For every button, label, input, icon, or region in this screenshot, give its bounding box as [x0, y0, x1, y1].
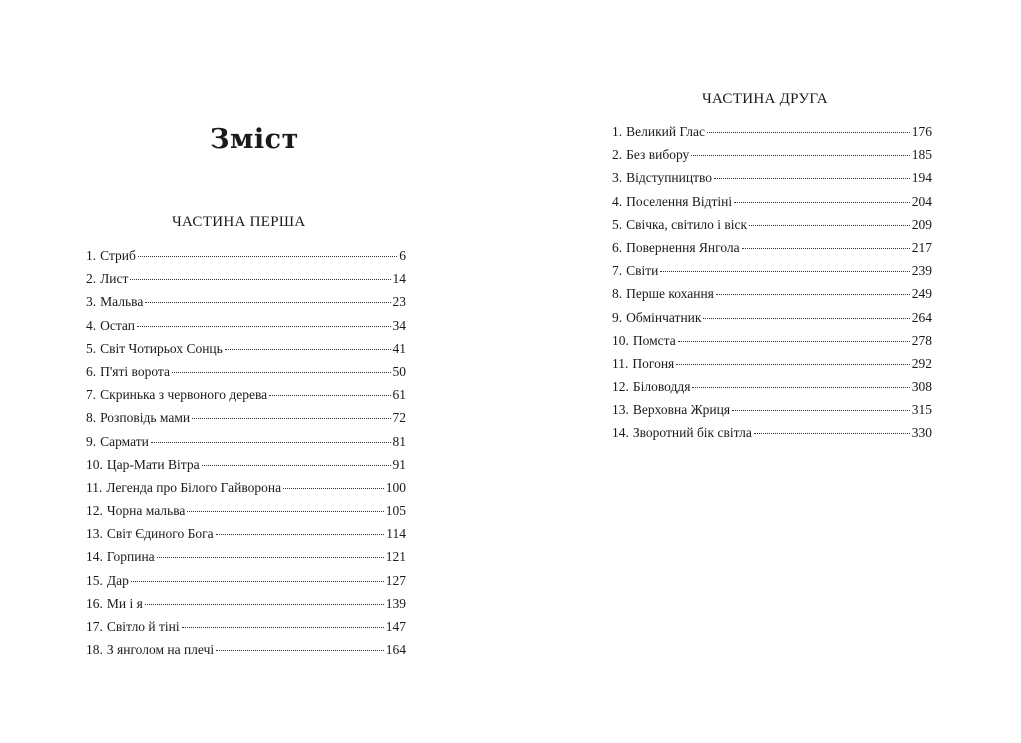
toc-entry-page-number: 330	[911, 425, 932, 441]
toc-entry-number: 1.	[86, 248, 97, 263]
toc-entry-number: 1.	[612, 124, 623, 139]
toc-entry	[86, 522, 406, 545]
dot-leader	[716, 294, 910, 295]
toc-entry-title: Перше кохання	[626, 286, 714, 302]
toc-entry	[86, 569, 406, 592]
dot-leader	[137, 326, 391, 327]
toc-entry-number: 17.	[86, 619, 103, 634]
toc-entry-page-number: 105	[385, 503, 406, 519]
toc-entry	[612, 236, 932, 259]
dot-leader	[202, 465, 391, 466]
toc-entry	[86, 545, 406, 568]
toc-entry-number: 10.	[86, 456, 103, 472]
dot-leader	[216, 534, 385, 535]
toc-entry	[86, 360, 406, 383]
dot-leader	[691, 155, 909, 156]
toc-entry-page-number: 239	[911, 263, 932, 279]
toc-entry	[86, 615, 406, 638]
toc-entry	[612, 398, 932, 421]
dot-leader	[182, 627, 384, 628]
dot-leader	[225, 349, 391, 350]
dot-leader	[678, 341, 910, 342]
toc-entry-number: 6.	[86, 363, 97, 379]
toc-entry	[86, 290, 406, 313]
dot-leader	[714, 178, 910, 179]
dot-leader	[742, 248, 910, 249]
toc-entry	[612, 421, 932, 444]
toc-entry-number: 14.	[612, 425, 629, 441]
dot-leader	[172, 372, 391, 373]
toc-entry-title: З янголом на плечі	[106, 642, 215, 658]
toc-entry-number: 15.	[86, 572, 103, 588]
toc-entry	[612, 120, 932, 143]
toc-entry-number: 7.	[612, 263, 623, 279]
toc-entry	[86, 592, 406, 615]
toc-entry-number: 5.	[86, 340, 97, 356]
toc-entry	[86, 430, 406, 453]
toc-entry-title: Цар-Мати Вітра	[106, 456, 200, 472]
toc-entry	[612, 375, 932, 398]
toc-entry-number: 3.	[86, 294, 97, 310]
toc-part-one	[86, 244, 406, 661]
toc-entry-page-number: 91	[392, 456, 406, 472]
toc-entry-page-number: 6	[399, 248, 406, 263]
dot-leader	[216, 650, 384, 651]
toc-entry-page-number: 100	[385, 479, 406, 495]
toc-entry-number: 8.	[86, 410, 97, 426]
toc-entry	[86, 453, 406, 476]
toc-entry-title: Світ Чотирьох Сонць	[100, 340, 223, 356]
toc-entry-title: Обмінчатник	[626, 309, 702, 325]
toc-entry-page-number: 139	[385, 595, 406, 611]
toc-entry-title: П'яті ворота	[100, 363, 170, 379]
toc-entry-number: 9.	[86, 433, 97, 449]
toc-entry-page-number: 209	[911, 216, 932, 232]
dot-leader	[692, 387, 909, 388]
toc-entry	[612, 213, 932, 236]
toc-entry	[612, 259, 932, 282]
toc-entry	[86, 476, 406, 499]
toc-entry-page-number: 114	[386, 526, 406, 542]
toc-entry-number: 13.	[86, 526, 103, 542]
toc-entry-page-number: 121	[385, 549, 406, 565]
dot-leader	[157, 557, 384, 558]
toc-entry-number: 11.	[86, 479, 103, 495]
dot-leader	[192, 418, 390, 419]
dot-leader	[749, 225, 910, 226]
toc-entry-page-number: 264	[911, 309, 932, 325]
toc-entry-page-number: 249	[911, 286, 932, 302]
toc-entry	[612, 143, 932, 166]
toc-entry-number: 13.	[612, 402, 629, 418]
dot-leader	[734, 202, 910, 203]
toc-entry	[612, 166, 932, 189]
toc-entry-number: 12.	[612, 379, 629, 395]
toc-entry-title: Сармати	[100, 433, 149, 449]
toc-entry-title: Легенда про Білого Гайворона	[106, 479, 282, 495]
dot-leader	[732, 410, 910, 411]
toc-entry-number: 2.	[86, 271, 97, 287]
part-one-heading: ЧАСТИНА ПЕРША	[172, 214, 306, 230]
dot-leader	[676, 364, 909, 365]
toc-entry-number: 4.	[86, 317, 97, 333]
toc-entry	[612, 190, 932, 213]
dot-leader	[131, 581, 384, 582]
toc-entry-title: Мальва	[100, 294, 144, 310]
toc-entry-number: 8.	[612, 286, 623, 302]
dot-leader	[283, 488, 384, 489]
toc-entry-title: Горпина	[106, 549, 155, 565]
page-title: Зміст	[210, 124, 299, 155]
toc-entry-title: Зворотний бік світла	[632, 425, 752, 441]
toc-entry-number: 16.	[86, 595, 103, 611]
toc-entry-page-number: 185	[911, 147, 932, 163]
toc-entry-title: Дар	[106, 572, 129, 588]
toc-entry-title: Верховна Жриця	[632, 402, 731, 418]
toc-entry-page-number: 292	[911, 355, 932, 371]
toc-entry-page-number: 72	[392, 410, 406, 426]
toc-entry	[86, 244, 406, 267]
dot-leader	[754, 433, 910, 434]
dot-leader	[269, 395, 390, 396]
toc-entry-page-number: 34	[392, 317, 406, 333]
toc-entry-number: 14.	[86, 549, 103, 565]
toc-entry-page-number: 194	[911, 170, 932, 186]
toc-entry-title: Великий Глас	[626, 124, 705, 139]
toc-entry-number: 12.	[86, 503, 103, 519]
toc-entry	[86, 638, 406, 661]
toc-entry-title: Поселення Відтіні	[626, 193, 733, 209]
toc-entry-number: 18.	[86, 642, 103, 658]
toc-entry-number: 7.	[86, 387, 97, 403]
dot-leader	[707, 132, 910, 133]
toc-entry	[86, 383, 406, 406]
toc-entry-number: 3.	[612, 170, 623, 186]
toc-entry-title: Ми і я	[106, 595, 143, 611]
toc-entry-title: Світи	[626, 263, 659, 279]
toc-entry-page-number: 278	[911, 332, 932, 348]
toc-entry-title: Чорна мальва	[106, 503, 186, 519]
toc-entry-title: Погоня	[632, 355, 675, 371]
toc-entry-number: 6.	[612, 239, 623, 255]
toc-entry-title: Остап	[100, 317, 135, 333]
dot-leader	[703, 318, 909, 319]
toc-entry	[86, 267, 406, 290]
toc-entry-title: Розповідь мами	[100, 410, 191, 426]
toc-entry-number: 9.	[612, 309, 623, 325]
toc-entry-title: Свічка, світило і віск	[626, 216, 748, 232]
toc-entry-number: 5.	[612, 216, 623, 232]
toc-entry-page-number: 176	[911, 124, 932, 139]
dot-leader	[130, 279, 390, 280]
toc-entry-number: 4.	[612, 193, 623, 209]
toc-entry	[612, 306, 932, 329]
toc-entry-page-number: 217	[911, 239, 932, 255]
part-two-heading: ЧАСТИНА ДРУГА	[702, 91, 828, 107]
dot-leader	[145, 604, 384, 605]
toc-entry-page-number: 127	[385, 572, 406, 588]
toc-entry	[86, 406, 406, 429]
toc-entry-title: Відступництво	[626, 170, 713, 186]
toc-entry-title: Біловоддя	[632, 379, 691, 395]
toc-entry-title: Лист	[100, 271, 129, 287]
toc-entry-title: Без вибору	[626, 147, 690, 163]
toc-entry-page-number: 164	[385, 642, 406, 658]
toc-entry-page-number: 81	[392, 433, 406, 449]
toc-entry	[612, 282, 932, 305]
toc-entry-page-number: 204	[911, 193, 932, 209]
toc-entry	[86, 314, 406, 337]
toc-entry-page-number: 14	[392, 271, 406, 287]
toc-entry-page-number: 315	[911, 402, 932, 418]
dot-leader	[138, 256, 397, 257]
toc-entry-title: Скринька з червоного дерева	[100, 387, 268, 403]
toc-entry-page-number: 50	[392, 363, 406, 379]
dot-leader	[151, 442, 391, 443]
toc-entry-title: Світло й тіні	[106, 619, 180, 634]
dot-leader	[187, 511, 383, 512]
toc-entry-page-number: 308	[911, 379, 932, 395]
toc-entry-number: 10.	[612, 332, 629, 348]
toc-entry	[86, 499, 406, 522]
dot-leader	[660, 271, 909, 272]
toc-entry-number: 2.	[612, 147, 623, 163]
toc-entry-title: Світ Єдиного Бога	[106, 526, 214, 542]
toc-part-two	[612, 120, 932, 445]
toc-entry-page-number: 147	[385, 619, 406, 634]
toc-entry-title: Стриб	[100, 248, 136, 263]
toc-entry-number: 11.	[612, 355, 629, 371]
toc-entry-page-number: 23	[392, 294, 406, 310]
toc-entry-title: Помста	[632, 332, 676, 348]
toc-entry-page-number: 41	[392, 340, 406, 356]
toc-entry	[86, 337, 406, 360]
toc-entry	[612, 329, 932, 352]
dot-leader	[145, 302, 390, 303]
toc-entry-page-number: 61	[392, 387, 406, 403]
toc-entry-title: Повернення Янгола	[626, 239, 740, 255]
toc-entry	[612, 352, 932, 375]
